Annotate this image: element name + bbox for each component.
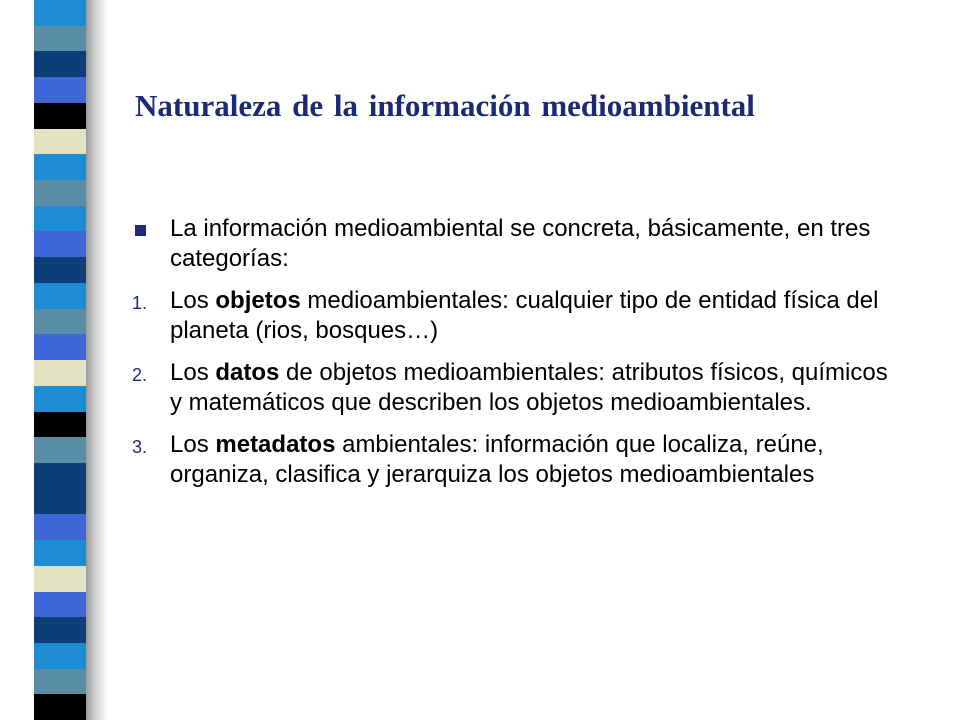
item-text-after: de objetos medioambientales: atributos físicos, químicos y matemáticos que describen los objetos medioambientales. bbox=[170, 359, 888, 416]
strip-block bbox=[34, 129, 86, 155]
strip-block bbox=[34, 386, 86, 412]
strip-block bbox=[34, 617, 86, 643]
strip-block bbox=[34, 463, 86, 489]
strip-block bbox=[34, 103, 86, 129]
square-bullet-icon bbox=[135, 225, 146, 236]
strip-block bbox=[34, 309, 86, 335]
strip-block bbox=[34, 206, 86, 232]
list-item-datos bbox=[130, 358, 890, 418]
decorative-color-strip bbox=[34, 0, 86, 720]
strip-block bbox=[34, 334, 86, 360]
strip-block bbox=[34, 566, 86, 592]
strip-block bbox=[34, 257, 86, 283]
strip-block bbox=[34, 77, 86, 103]
strip-block bbox=[34, 154, 86, 180]
item-text bbox=[170, 359, 888, 416]
strip-block bbox=[34, 412, 86, 438]
strip-shadow bbox=[86, 0, 108, 720]
strip-block bbox=[34, 592, 86, 618]
strip-block bbox=[34, 231, 86, 257]
item-text-before: Los bbox=[170, 287, 216, 314]
item-keyword: datos bbox=[215, 359, 280, 386]
bullet-marker bbox=[130, 214, 160, 236]
item-text-before: Los bbox=[170, 431, 216, 458]
item-text-after: ambientales: información que localiza, reúne, organiza, clasifica y jerarquiza los objetos medioambientales bbox=[170, 431, 824, 488]
slide-title: Naturaleza de la información medioambiental bbox=[135, 88, 755, 123]
strip-block bbox=[34, 26, 86, 52]
list-item-metadatos bbox=[130, 430, 890, 490]
strip-block bbox=[34, 694, 86, 720]
item-text-before: Los bbox=[170, 359, 216, 386]
strip-block bbox=[34, 437, 86, 463]
strip-block bbox=[34, 489, 86, 515]
strip-block bbox=[34, 643, 86, 669]
item-keyword: objetos bbox=[215, 287, 301, 314]
strip-block bbox=[34, 283, 86, 309]
strip-block bbox=[34, 0, 86, 26]
item-keyword: metadatos bbox=[215, 431, 336, 458]
list-item-objetos bbox=[130, 286, 890, 346]
strip-block bbox=[34, 540, 86, 566]
strip-block bbox=[34, 180, 86, 206]
strip-block bbox=[34, 669, 86, 695]
item-number: 2. bbox=[132, 365, 148, 385]
item-text bbox=[170, 431, 824, 488]
list-item-intro bbox=[130, 214, 890, 274]
strip-block bbox=[34, 51, 86, 77]
item-text-before: La información medioambiental se concreta, básicamente, en tres categorías: bbox=[170, 215, 871, 272]
item-number: 3. bbox=[132, 437, 148, 457]
item-text-after: medioambientales: cualquier tipo de entidad física del planeta (rios, bosques…) bbox=[170, 287, 879, 344]
slide-content-list bbox=[130, 214, 890, 502]
item-text bbox=[170, 287, 878, 344]
strip-block bbox=[34, 514, 86, 540]
item-number: 1. bbox=[132, 293, 148, 313]
item-text bbox=[170, 215, 870, 272]
strip-block bbox=[34, 360, 86, 386]
